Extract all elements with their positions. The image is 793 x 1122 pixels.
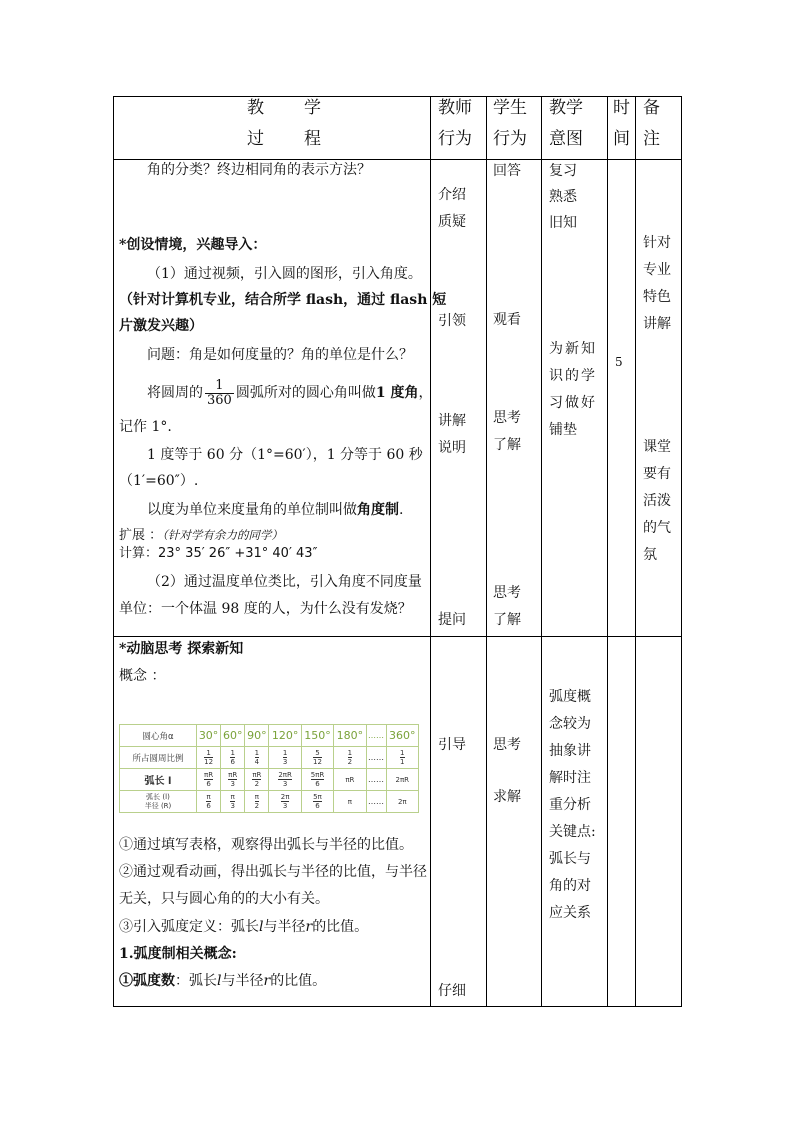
arc-table-cell: $\frac{1}{12}$	[197, 747, 221, 769]
arc-length-label: 弧长 (l)	[146, 792, 170, 801]
row1-student-1: 回答	[493, 163, 521, 179]
radian-number-suffix: 的比值。	[270, 973, 327, 989]
arc-table-ratio-label: 所占圆周比例	[120, 747, 197, 769]
header-col1-char1: 教	[247, 98, 264, 118]
header-col1-char3: 过	[247, 129, 264, 149]
arc-ratio-table	[119, 724, 419, 813]
arc-table-cell: πR	[334, 769, 366, 791]
radian-number-term: ①弧度数	[119, 973, 175, 989]
table-border-bottom	[113, 1006, 682, 1007]
row2-teacher-2: 仔细	[438, 983, 466, 999]
row1-notation: 记作 1°.	[119, 419, 172, 435]
row1-teacher-6: 提问	[438, 612, 466, 628]
header-time-line1: 时	[613, 98, 630, 118]
header-student-line1: 学生	[493, 98, 527, 118]
symbol-r-2: r	[263, 973, 271, 989]
row2-step3	[119, 917, 368, 937]
row1-step2-a: （2）通过温度单位类比，引入角度不同度量	[147, 574, 422, 590]
arc-table-angle-30: 30°	[197, 725, 221, 747]
row1-degree-system	[147, 500, 403, 520]
table-border-left	[113, 96, 114, 1007]
row1-intent-7: 铺垫	[549, 422, 577, 438]
row1-note-3: 特色	[643, 289, 671, 305]
row2-section-title: *动脑思考 探索新知	[119, 641, 244, 657]
row2-intent-4: 解时注	[549, 770, 591, 786]
degree-system-period: .	[399, 502, 404, 518]
arc-table-cell: $\frac{1}{1}$	[386, 747, 418, 769]
row2-student-1: 思考	[493, 737, 521, 753]
arc-table-angle-150: 150°	[301, 725, 333, 747]
row1-review-question: 角的分类？终边相同角的表示方法？	[147, 162, 371, 178]
row1-intent-3: 旧知	[549, 215, 577, 231]
row1-note-8: 的气	[643, 520, 671, 536]
arc-table-angle-90: 90°	[245, 725, 269, 747]
row1-note-4: 讲解	[643, 316, 671, 332]
arc-table-length-label: 弧长 l	[120, 769, 197, 791]
degree-def-prefix: 将圆周的	[147, 385, 203, 401]
arc-table-cell: $\frac{5\pi R}{6}$	[301, 769, 333, 791]
arc-table-cell: ……	[366, 791, 386, 813]
row1-minutes-b: （1′=60″）.	[119, 473, 199, 489]
row1-student-6: 了解	[493, 612, 521, 628]
row1-student-3: 思考	[493, 410, 521, 426]
row2-intent-8: 角的对	[549, 878, 591, 894]
fraction-1-360	[205, 379, 234, 408]
arc-table-ratio-length-row	[120, 791, 419, 813]
arc-table-length-row	[120, 769, 419, 791]
row1-note-6: 要有	[643, 466, 671, 482]
table-border-top	[113, 96, 682, 97]
header-intent-line1: 教学	[549, 98, 583, 118]
row1-intent-1: 复习	[549, 163, 577, 179]
arc-table-cell: $\frac{\pi}{3}$	[221, 791, 245, 813]
radian-number-prefix: ：弧长	[175, 973, 217, 989]
arc-table-cell: $\frac{\pi}{2}$	[245, 791, 269, 813]
row1-intent-5: 识的学	[549, 368, 597, 384]
row2-intent-9: 应关系	[549, 905, 591, 921]
row2-radian-number	[119, 971, 326, 991]
row1-teacher-4: 讲解	[438, 413, 466, 429]
row1-step1-note-b: 片激发兴趣）	[119, 318, 203, 334]
row1-intent-6: 习做好	[549, 395, 597, 411]
row1-degree-definition	[147, 374, 432, 414]
row1-teacher-1: 介绍	[438, 187, 466, 203]
table-col-rule-5	[635, 96, 636, 1007]
table-col-rule-1	[430, 96, 431, 1007]
arc-table-cell: $\frac{2\pi R}{3}$	[269, 769, 301, 791]
header-teacher-line2: 行为	[438, 129, 472, 149]
arc-table-angle-360: 360°	[386, 725, 418, 747]
row1-note-5: 课堂	[643, 439, 671, 455]
arc-table-cell: $\frac{1}{2}$	[334, 747, 366, 769]
row2-step2-b: 无关，只与圆心角的的大小有关。	[119, 891, 329, 907]
radius-label: 半径 (R)	[144, 801, 172, 810]
row2-intent-3: 抽象讲	[549, 743, 591, 759]
header-note-line2: 注	[643, 129, 660, 149]
degree-system-term: 角度制	[357, 502, 399, 518]
radian-def-middle: 与半径	[263, 919, 306, 935]
row1-extension	[119, 526, 283, 545]
row2-student-2: 求解	[493, 789, 521, 805]
fraction-denominator: 360	[207, 392, 232, 408]
arc-table-angle-180: 180°	[334, 725, 366, 747]
arc-table-angle-60: 60°	[221, 725, 245, 747]
arc-table-cell: $\frac{\pi R}{2}$	[245, 769, 269, 791]
table-rule-row1	[113, 636, 682, 637]
row1-note-7: 活泼	[643, 493, 671, 509]
row1-note-2: 专业	[643, 262, 671, 278]
extension-label: 扩展 ：	[119, 528, 163, 543]
arc-table-cell: π	[334, 791, 366, 813]
row1-student-4: 了解	[493, 437, 521, 453]
header-student-line2: 行为	[493, 129, 527, 149]
table-col-rule-4	[607, 96, 608, 1007]
radian-def-suffix: 的比值。	[312, 919, 369, 935]
symbol-r: r	[305, 919, 313, 935]
degree-system-prefix: 以度为单位来度量角的单位制叫做	[147, 502, 357, 518]
header-teacher-line1: 教师	[438, 98, 472, 118]
arc-table-ratio-length-label	[120, 791, 197, 813]
row1-student-2: 观看	[493, 312, 521, 328]
row1-teacher-2: 质疑	[438, 214, 466, 230]
header-col1-char2: 学	[304, 98, 321, 118]
arc-table-cell: ……	[366, 747, 386, 769]
arc-table-ellipsis: ……	[366, 725, 386, 747]
row2-radian-concepts-title: 1.弧度制相关概念:	[119, 946, 237, 962]
arc-table-header-row	[120, 725, 419, 747]
radian-def-prefix: ③引入弧度定义：弧长	[119, 919, 259, 935]
row2-concept-label: 概念 ：	[119, 668, 166, 684]
row2-step2-a: ②通过观看动画，得出弧长与半径的比值，与半径	[119, 864, 427, 880]
arc-table-cell: $\frac{2\pi}{3}$	[269, 791, 301, 813]
row1-minutes-a: 1 度等于 60 分（1°=60′），1 分等于 60 秒	[147, 447, 423, 463]
row1-section-title: *创设情境，兴趣导入：	[119, 237, 267, 253]
row2-intent-6: 关键点:	[549, 824, 596, 840]
row2-intent-2: 念较为	[549, 716, 591, 732]
row1-teacher-5: 说明	[438, 440, 466, 456]
row1-student-5: 思考	[493, 585, 521, 601]
row2-intent-5: 重分析	[549, 797, 591, 813]
row1-note-1: 针对	[643, 235, 671, 251]
header-note-line1: 备	[643, 98, 660, 118]
fraction-numerator: 1	[205, 379, 234, 394]
symbol-l-2: l	[217, 973, 222, 989]
arc-table-header-label: 圆心角α	[120, 725, 197, 747]
row1-question: 问题：角是如何度量的？角的单位是什么？	[147, 347, 413, 363]
arc-table-cell: $\frac{1}{3}$	[269, 747, 301, 769]
row2-teacher-1: 引导	[438, 737, 466, 753]
table-border-right	[681, 96, 682, 1007]
table-col-rule-3	[541, 96, 542, 1007]
row1-step1: （1）通过视频，引入圆的图形，引入角度。	[147, 266, 422, 282]
arc-table-cell: 2πR	[386, 769, 418, 791]
row1-intent-2: 熟悉	[549, 189, 577, 205]
row1-intent-4: 为新知	[549, 341, 597, 357]
table-col-rule-2	[486, 96, 487, 1007]
header-intent-line2: 意图	[549, 129, 583, 149]
header-col1-char4: 程	[304, 129, 321, 149]
degree-def-comma: ，	[418, 385, 433, 401]
arc-table-cell: $\frac{5\pi}{6}$	[301, 791, 333, 813]
row2-intent-1: 弧度概	[549, 689, 591, 705]
arc-table-cell: $\frac{\pi}{6}$	[197, 791, 221, 813]
radian-number-middle: 与半径	[221, 973, 264, 989]
row1-calculation: 计算：23° 35′ 26″ +31° 40′ 43″	[119, 546, 318, 561]
arc-table-cell: 2π	[386, 791, 418, 813]
row1-note-9: 氛	[643, 547, 657, 563]
extension-note: （针对学有余力的同学）	[162, 528, 283, 542]
arc-table-cell: $\frac{\pi R}{6}$	[197, 769, 221, 791]
arc-table-ratio-row	[120, 747, 419, 769]
arc-table-cell: $\frac{1}{4}$	[245, 747, 269, 769]
arc-table-cell: $\frac{1}{6}$	[221, 747, 245, 769]
degree-def-term: 1 度角	[375, 385, 419, 401]
symbol-l: l	[259, 919, 264, 935]
row2-intent-7: 弧长与	[549, 851, 591, 867]
row2-step1: ①通过填写表格，观察得出弧长与半径的比值。	[119, 837, 413, 853]
arc-table-cell: $\frac{\pi R}{3}$	[221, 769, 245, 791]
arc-table-cell: $\frac{5}{12}$	[301, 747, 333, 769]
row1-time: 5	[615, 355, 623, 369]
row1-teacher-3: 引领	[438, 313, 466, 329]
arc-table-angle-120: 120°	[269, 725, 301, 747]
degree-def-middle: 圆弧所对的圆心角叫做	[235, 385, 376, 401]
arc-table-cell: ……	[366, 769, 386, 791]
row1-step2-b: 单位：一个体温 98 度的人，为什么没有发烧？	[119, 601, 412, 617]
header-time-line2: 间	[613, 129, 630, 149]
row1-step1-note-a: （针对计算机专业，结合所学 flash，通过 flash 短	[119, 292, 447, 308]
